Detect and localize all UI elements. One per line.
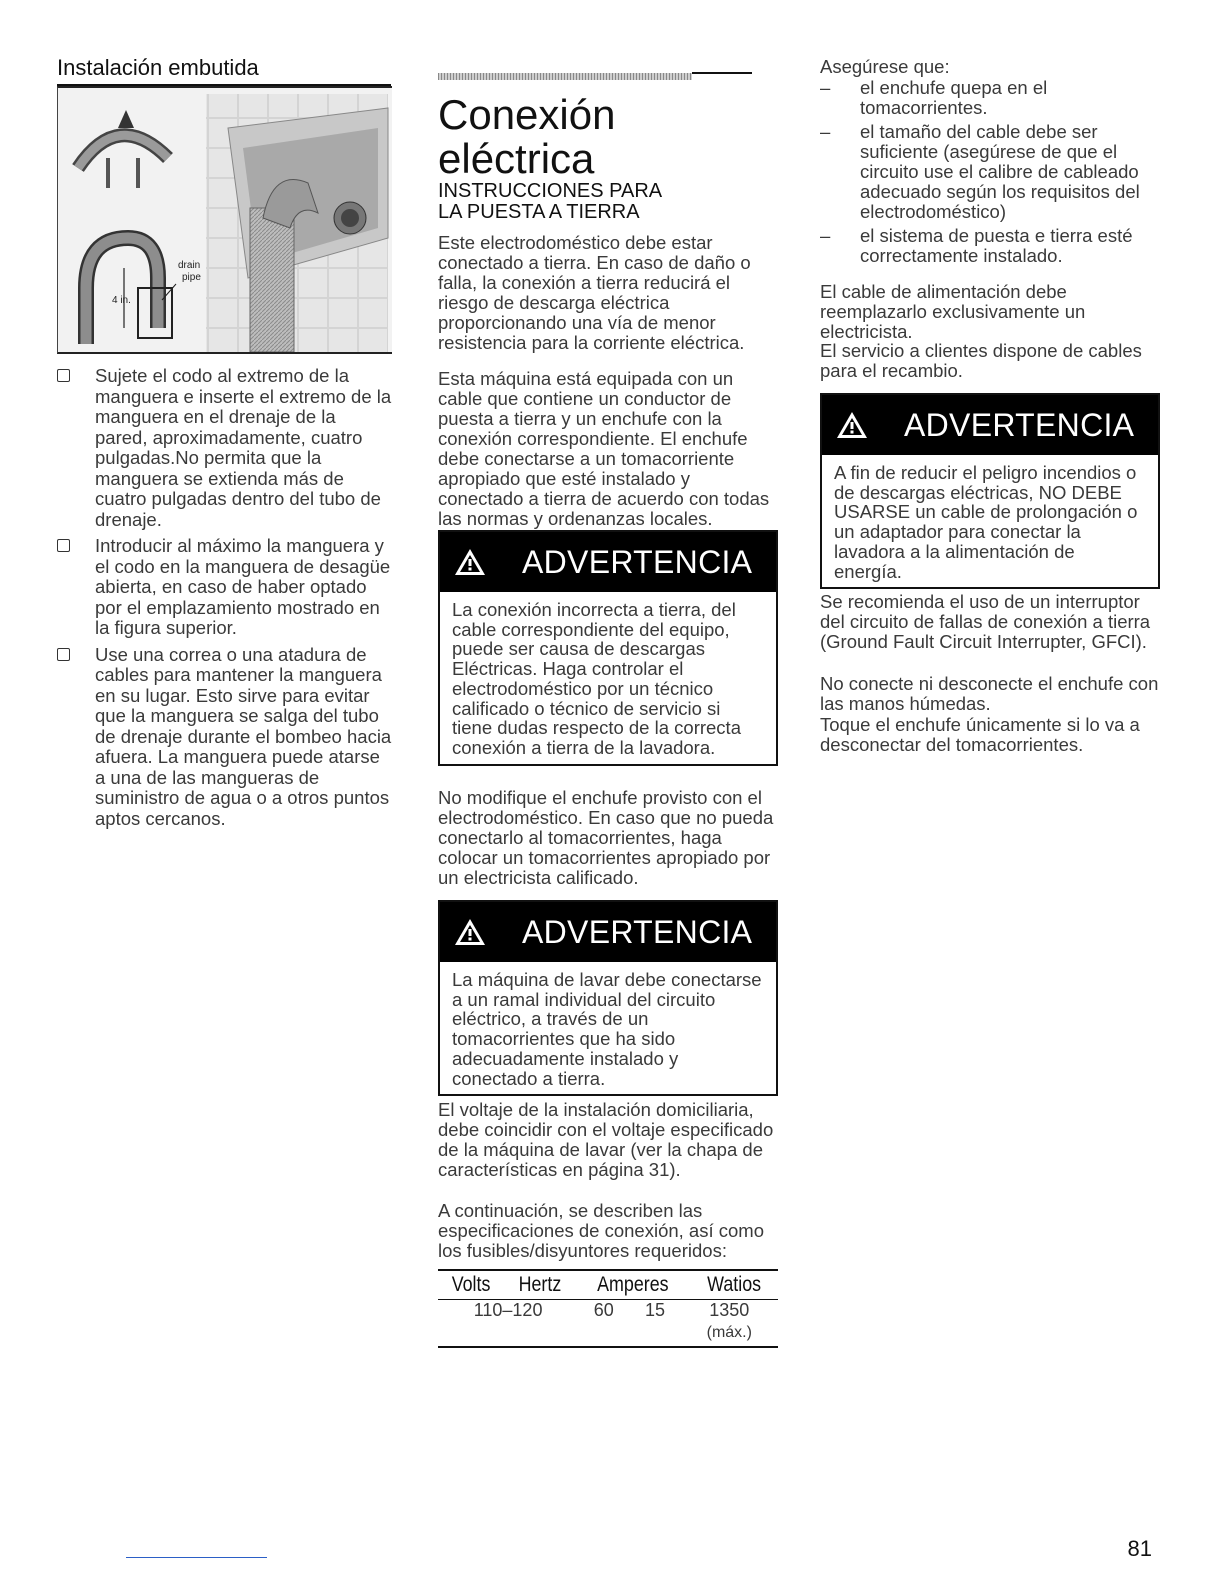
- list-item: Introducir al máximo la manguera y el codo en la manguera de desagüe abierta, en caso de haber optado por el emplazamiento mostrado en la figura superior.: [57, 536, 392, 639]
- list-item: – el enchufe quepa en el tomacorrientes.: [820, 77, 1048, 118]
- spec-table-body: [438, 1300, 778, 1342]
- warning-header: [822, 395, 1158, 455]
- table-header-row: [438, 1271, 778, 1299]
- plug-paragraph: Esta máquina está equipada con un cable que contiene un conductor de puesta a tierra y un enchufe con la conexión correspondiente. El enchufe debe conectarse a un tomacorriente apropiado que esté instalado y conectado a tierra de acuerdo con todas las normas y ordenanzas locales.: [438, 368, 770, 529]
- col-header-volts: Volts: [451, 1273, 491, 1296]
- checkbox-icon: [57, 539, 70, 552]
- cell-watios: 1350 (máx.): [706, 1300, 752, 1341]
- warning-text: La conexión incorrecta a tierra, del cable correspondiente del equipo, puede ser causa de descargas Eléctricas. Haga controlar el electrodoméstico por un técnico calificado o técnico de servicio si tiene dudas respecto de la correcta conexión a tierra de la lavadora.: [452, 599, 741, 758]
- warning-triangle-icon: [822, 410, 882, 440]
- warning-header: [440, 902, 776, 962]
- drain-label: drain: [178, 260, 201, 271]
- warning-text: La máquina de lavar debe conectarse a un ramal individual del circuito eléctrico, a través de un tomacorrientes que ha sido adecuadamente instalado y conectado a tierra.: [452, 969, 762, 1089]
- warning-box-extension: [820, 393, 1160, 589]
- list-item: Use una correa o una atadura de cables para mantener la manguera en su lugar. Esto sirve para evitar que la manguera se salga del tubo de drenaje durante el bombeo hacia afuera. La manguera puede atarse a una de las mangueras de suministro de agua o a otros puntos aptos cercanos.: [57, 645, 392, 830]
- warning-box-grounding: [438, 530, 778, 766]
- gfci-paragraph: Se recomienda el uso de un interruptor del circuito de fallas de conexión a tierra (Ground Fault Circuit Interrupter, GFCI).: [820, 591, 1151, 652]
- grounding-paragraph: Este electrodoméstico debe estar conectado a tierra. En caso de daño o falla, la conexión a tierra reducirá el riesgo de descarga eléctrica proporcionando una vía de menor resistencia para la corriente eléctrica.: [438, 232, 751, 353]
- page-title: Conexión eléctrica: [438, 91, 616, 182]
- cell-amperes: 15: [644, 1300, 665, 1320]
- cell-volts: 110–120: [473, 1300, 543, 1320]
- warning-triangle-icon: [440, 917, 500, 947]
- grounding-subhead: INSTRUCCIONES PARA LA PUESTA A TIERRA: [438, 180, 663, 223]
- warning-label: ADVERTENCIA: [904, 406, 1135, 443]
- list-item: – el sistema de puesta e tierra esté correctamente instalado.: [820, 225, 1133, 266]
- check-list: [820, 78, 1160, 270]
- pipe-label: pipe: [182, 272, 201, 283]
- cable-replace-paragraph: El cable de alimentación debe reemplazarlo exclusivamente un electricista.: [820, 281, 1086, 342]
- title-hatch-bar: [438, 73, 692, 80]
- col-header-hertz: Hertz: [518, 1273, 562, 1296]
- footer-rule: [126, 1557, 267, 1558]
- warning-label: ADVERTENCIA: [522, 913, 753, 950]
- customer-service-paragraph: El servicio a clientes dispone de cables para el recambio.: [820, 340, 1142, 381]
- spec-table-wrapper: [438, 1269, 778, 1348]
- section-title: Instalación embutida: [57, 55, 259, 80]
- cell-watios-note: (máx.): [706, 1324, 752, 1341]
- installation-steps: [57, 366, 392, 835]
- specs-paragraph: A continuación, se describen las especificaciones de conexión, así como los fusibles/disyuntores requeridos:: [438, 1200, 764, 1261]
- drain-hose-illustration: [58, 88, 392, 352]
- unplug-paragraph: Toque el enchufe únicamente si lo va a desconectar del tomacorrientes.: [820, 714, 1140, 755]
- warning-header: [440, 532, 776, 592]
- warning-label: ADVERTENCIA: [522, 543, 753, 580]
- warning-box-circuit: [438, 900, 778, 1096]
- wet-hands-paragraph: No conecte ni desconecte el enchufe con las manos húmedas.: [820, 673, 1159, 714]
- col-header-amperes: Amperes: [597, 1273, 669, 1296]
- measure-label: 4 in.: [112, 295, 131, 306]
- table-row: [438, 1300, 778, 1342]
- spec-table: [438, 1271, 778, 1299]
- check-intro: Asegúrese que:: [820, 56, 950, 77]
- installation-figure: [57, 86, 392, 354]
- page-number: 81: [1127, 1536, 1152, 1561]
- list-item: – el tamaño del cable debe ser suficiente (asegúrese de que el circuito use el calibre de cableado adecuado según los requisitos del electrodoméstico): [820, 121, 1140, 222]
- warning-triangle-icon: [440, 547, 500, 577]
- title-rule: [692, 72, 752, 74]
- checkbox-icon: [57, 369, 70, 382]
- col-header-watios: Watios: [706, 1273, 761, 1296]
- list-item: Sujete el codo al extremo de la manguera e inserte el extremo de la manguera en el drenaje de la pared, aproximadamente, cuatro pulgadas.No permita que la manguera se extienda más de cuatro pulgadas dentro del tubo de drenaje.: [57, 366, 392, 530]
- voltage-paragraph: El voltaje de la instalación domiciliaria, debe coincidir con el voltaje especificado de la máquina de lavar (ver la chapa de características en página 31).: [438, 1099, 774, 1180]
- plug-modify-paragraph: No modifique el enchufe provisto con el electrodoméstico. En caso que no pueda conectarlo al tomacorrientes, haga colocar un tomacorrientes apropiado por un electricista calificado.: [438, 787, 774, 888]
- warning-text: A fin de reducir el peligro incendios o de descargas eléctricas, NO DEBE USARSE un cable de prolongación o un adaptador para conectar la lavadora a la alimentación de energía.: [834, 462, 1138, 582]
- cell-hertz: 60: [593, 1300, 614, 1320]
- checkbox-icon: [57, 648, 70, 661]
